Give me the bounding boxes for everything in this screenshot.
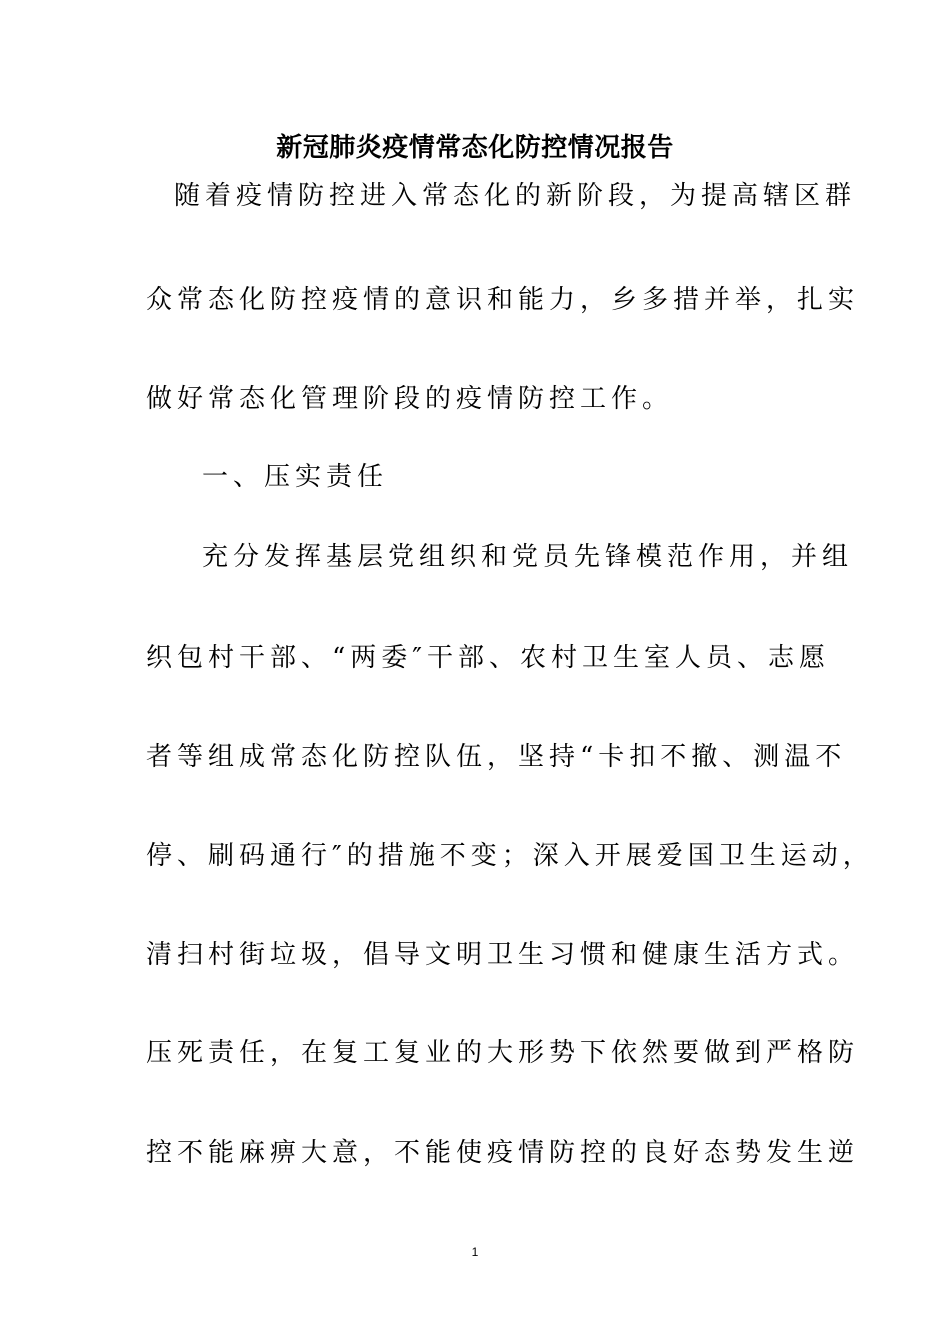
document-title: 新冠肺炎疫情常态化防控情况报告 bbox=[276, 133, 674, 163]
paragraph-line: 织包村干部、“两委″干部、农村卫生室人员、志愿 bbox=[146, 643, 831, 673]
paragraph-line: 众常态化防控疫情的意识和能力，乡多措并举，扎实 bbox=[146, 285, 860, 315]
paragraph-line: 者等组成常态化防控队伍，坚持“卡扣不撤、测温不 bbox=[146, 742, 847, 772]
paragraph-line: 控不能麻痹大意，不能使疫情防控的良好态势发生逆 bbox=[146, 1138, 860, 1168]
page-number: 1 bbox=[471, 1245, 479, 1259]
paragraph-line: 压死责任，在复工复业的大形势下依然要做到严格防 bbox=[146, 1038, 860, 1068]
paragraph-line: 随着疫情防控进入常态化的新阶段，为提高辖区群 bbox=[174, 181, 857, 211]
section-heading: 一、压实责任 bbox=[202, 462, 389, 492]
paragraph-line: 充分发挥基层党组织和党员先锋模范作用，并组 bbox=[202, 542, 854, 572]
paragraph-line: 停、刷码通行″的措施不变；深入开展爱国卫生运动， bbox=[146, 841, 874, 871]
paragraph-line: 清扫村街垃圾，倡导文明卫生习惯和健康生活方式。 bbox=[146, 940, 860, 970]
paragraph-line: 做好常态化管理阶段的疫情防控工作。 bbox=[146, 384, 674, 414]
